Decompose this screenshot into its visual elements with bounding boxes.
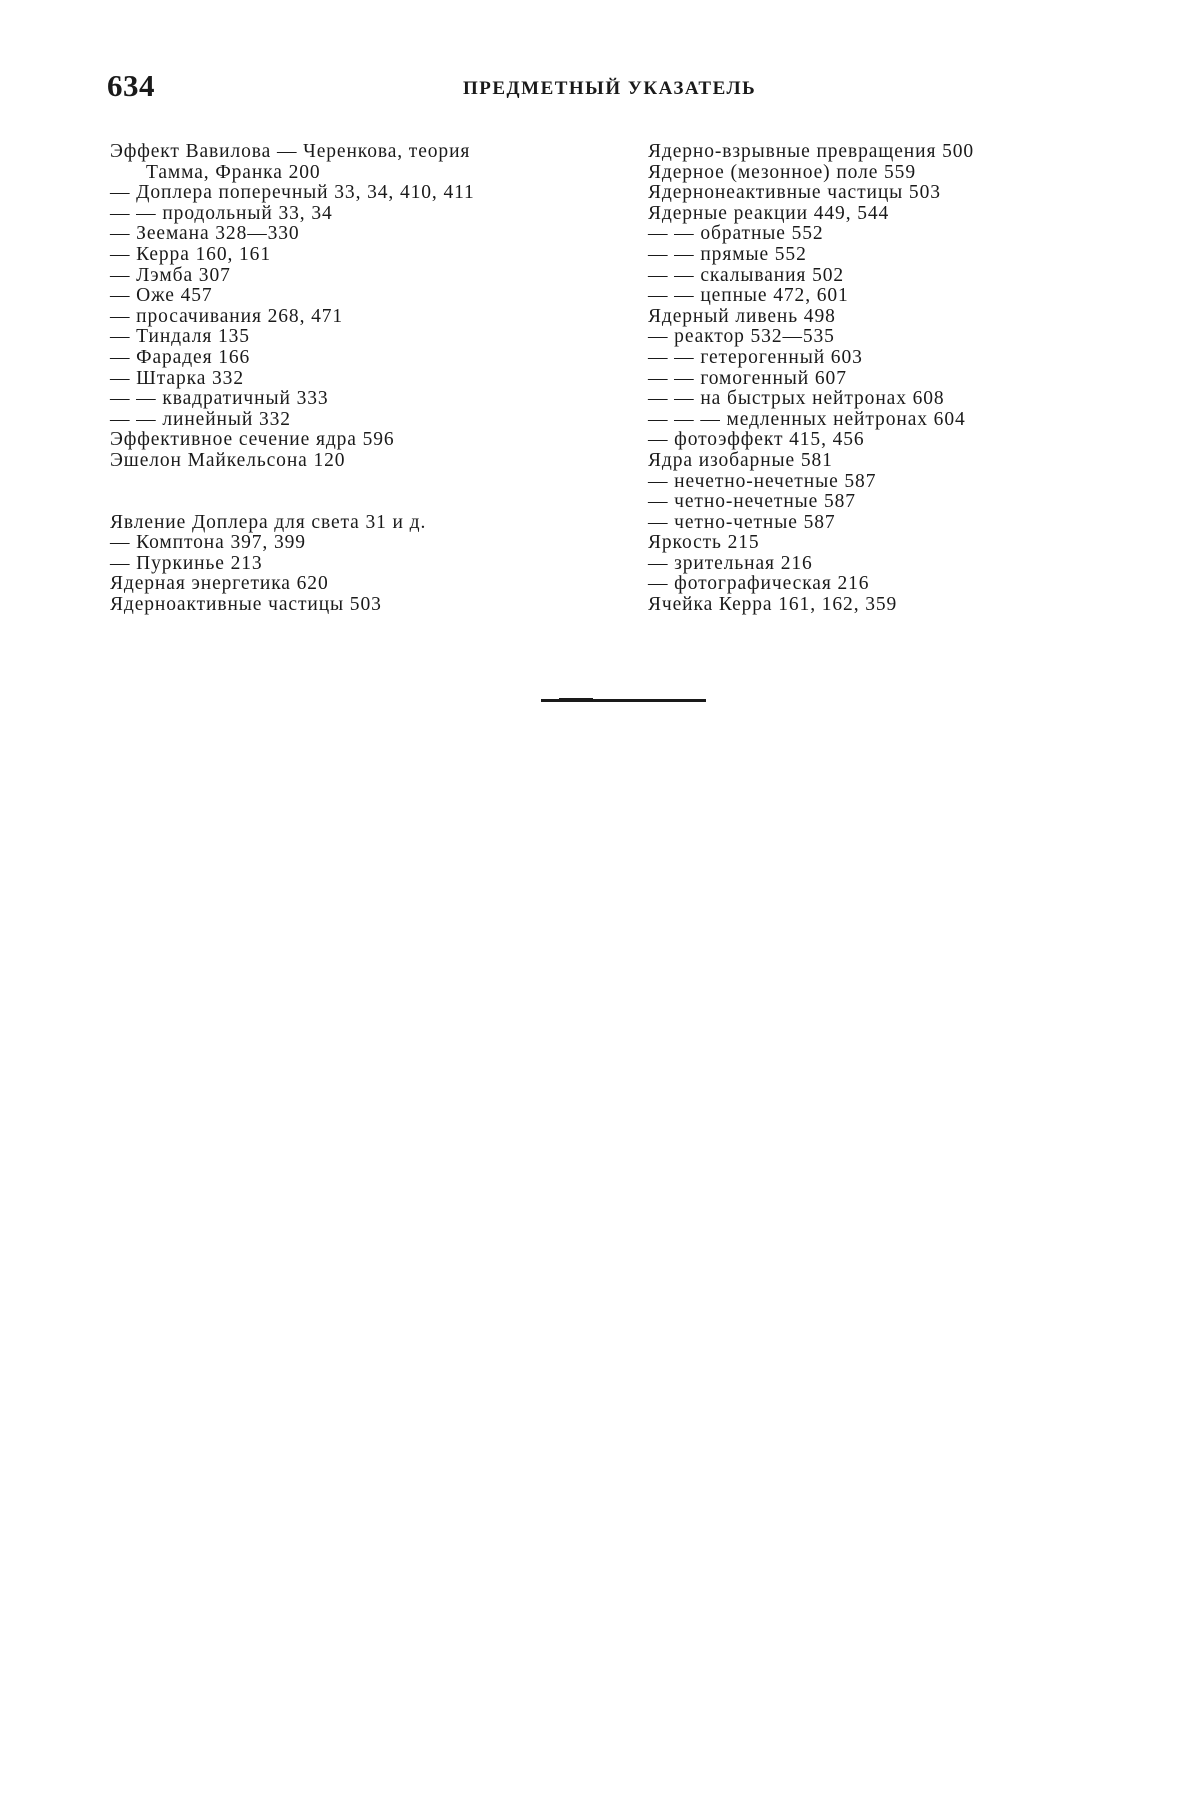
index-column-left <box>110 142 605 616</box>
index-entry: Ядра изобарные 581 <box>648 449 833 471</box>
index-entry: — Зеемана 328—330 <box>110 223 300 245</box>
index-entry: — Фарадея 166 <box>110 346 251 368</box>
index-entry: — — — медленных нейтронах 604 <box>648 408 966 430</box>
index-entry: — зрительная 216 <box>648 552 813 574</box>
index-entry: — нечетно-нечетные 587 <box>648 470 877 492</box>
index-entry: — четно-четные 587 <box>648 511 836 533</box>
index-entry: Ядерно-взрывные превращения 500 <box>648 141 975 162</box>
index-entry: — — прямые 552 <box>648 243 807 265</box>
running-head: ПРЕДМЕТНЫЙ УКАЗАТЕЛЬ <box>463 78 757 99</box>
index-entry: — Тиндаля 135 <box>110 326 250 348</box>
index-entry: Ядерный ливень 498 <box>648 305 836 327</box>
index-entry: — — скалывания 502 <box>648 264 845 286</box>
index-entry: — — линейный 332 <box>110 408 291 430</box>
index-entry: — — гомогенный 607 <box>648 367 847 389</box>
index-entry: Ячейка Керра 161, 162, 359 <box>648 594 898 616</box>
index-entry: — Оже 457 <box>110 285 213 307</box>
index-entry: Ядерная энергетика 620 <box>110 573 329 595</box>
index-entry: Ядерноактивные частицы 503 <box>110 594 382 616</box>
index-entry: — просачивания 268, 471 <box>110 305 344 327</box>
index-entry: — — на быстрых нейтронах 608 <box>648 388 945 410</box>
index-entry-continuation: Тамма, Франка 200 <box>146 161 321 183</box>
index-entry: — Пуркинье 213 <box>110 552 263 574</box>
page-number: 634 <box>107 68 155 103</box>
letter-group-gap <box>110 472 605 513</box>
index-entry: — Лэмба 307 <box>110 264 231 286</box>
index-column-right <box>648 142 1078 616</box>
index-entry: Ядерное (мезонное) поле 559 <box>648 161 916 183</box>
index-entry: — — продольный 33, 34 <box>110 202 333 224</box>
index-entry: — — гетерогенный 603 <box>648 346 863 368</box>
index-entry: Эффект Вавилова — Черенкова, теория <box>110 141 471 162</box>
index-entry: — фотографическая 216 <box>648 573 870 595</box>
index-entry: — Штарка 332 <box>110 367 244 389</box>
index-entry: Эффективное сечение ядра 596 <box>110 429 395 451</box>
index-entry: — — цепные 472, 601 <box>648 285 849 307</box>
index-entry: — реактор 532—535 <box>648 326 835 348</box>
index-entry: — — квадратичный 333 <box>110 388 329 410</box>
index-entry: Ядерные реакции 449, 544 <box>648 202 890 224</box>
index-entry: — четно-нечетные 587 <box>648 491 856 513</box>
index-entry: Эшелон Майкельсона 120 <box>110 449 346 471</box>
index-entry: Ядернонеактивные частицы 503 <box>648 182 941 204</box>
index-entry: Яркость 215 <box>648 532 760 554</box>
index-entry: Явление Доплера для света 31 и д. <box>110 511 427 533</box>
index-entry: — Комптона 397, 399 <box>110 532 306 554</box>
index-entry: — — обратные 552 <box>648 223 824 245</box>
index-entry: — Керра 160, 161 <box>110 243 271 265</box>
index-entry: — Доплера поперечный 33, 34, 410, 411 <box>110 182 475 204</box>
end-of-index-rule <box>541 699 706 702</box>
index-entry: — фотоэффект 415, 456 <box>648 429 865 451</box>
